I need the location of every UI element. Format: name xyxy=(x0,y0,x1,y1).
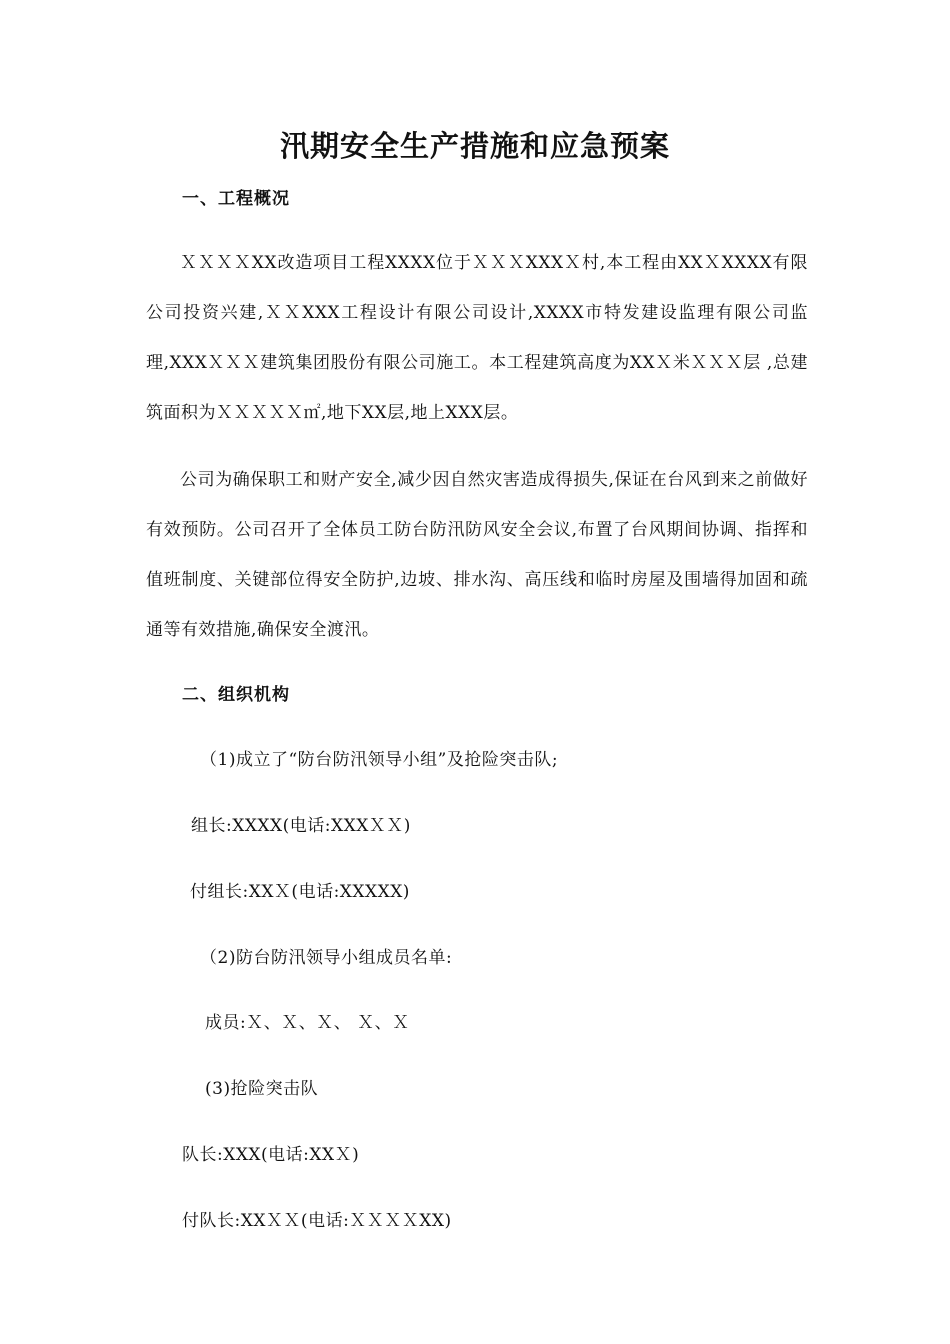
line-members: 成员:Ｘ、Ｘ、Ｘ、 Ｘ、Ｘ xyxy=(205,1013,410,1033)
document-title: 汛期安全生产措施和应急预案 xyxy=(279,129,670,163)
line-vice-captain: 付队长:XXＸＸ(电话:ＸＸＸＸXX) xyxy=(182,1211,452,1231)
line-team-captain: 队长:XXX(电话:XXＸ) xyxy=(182,1145,360,1165)
line-deputy-group-leader: 付组长:XXＸ(电话:XXXXX) xyxy=(190,882,410,902)
line-group-leader: 组长:XXXX(电话:XXXＸＸ) xyxy=(191,816,411,836)
item-emergency-team: (3)抢险突击队 xyxy=(205,1079,319,1099)
section-heading-project-overview: 一、工程概况 xyxy=(182,189,290,209)
paragraph-safety-measures: 公司为确保职工和财产安全,减少因自然灾害造成得损失,保证在台风到来之前做好有效预防。公司召开了全体员工防台防汛防风安全会议,布置了台风期间协调、指挥和值班制度、关键部位得安全防护,边坡、排水沟、高压线和临时房屋及围墙得加固和疏通等有效措施,确保安全渡汛。 xyxy=(146,470,808,640)
paragraph-project-description: ＸＸＸＸXX改造项目工程XXXX位于ＸＸＸXXXＸ村,本工程由XXＸXXXX有限公司投资兴建,ＸＸXXX工程设计有限公司设计,XXXX市特发建设监理有限公司监理,XXXＸＸＸ建筑集团股份有限公司施工。本工程建筑高度为XXＸ米ＸＸＸ层 ,总建筑面积为ＸＸＸＸＸ㎡,地下XX层,地上XXX层。 xyxy=(146,253,808,423)
item-leadership-group: （1)成立了“防台防汛领导小组”及抢险突击队; xyxy=(200,750,559,770)
section-heading-organization: 二、组织机构 xyxy=(182,685,290,705)
item-member-list: （2)防台防汛领导小组成员名单: xyxy=(200,948,453,968)
